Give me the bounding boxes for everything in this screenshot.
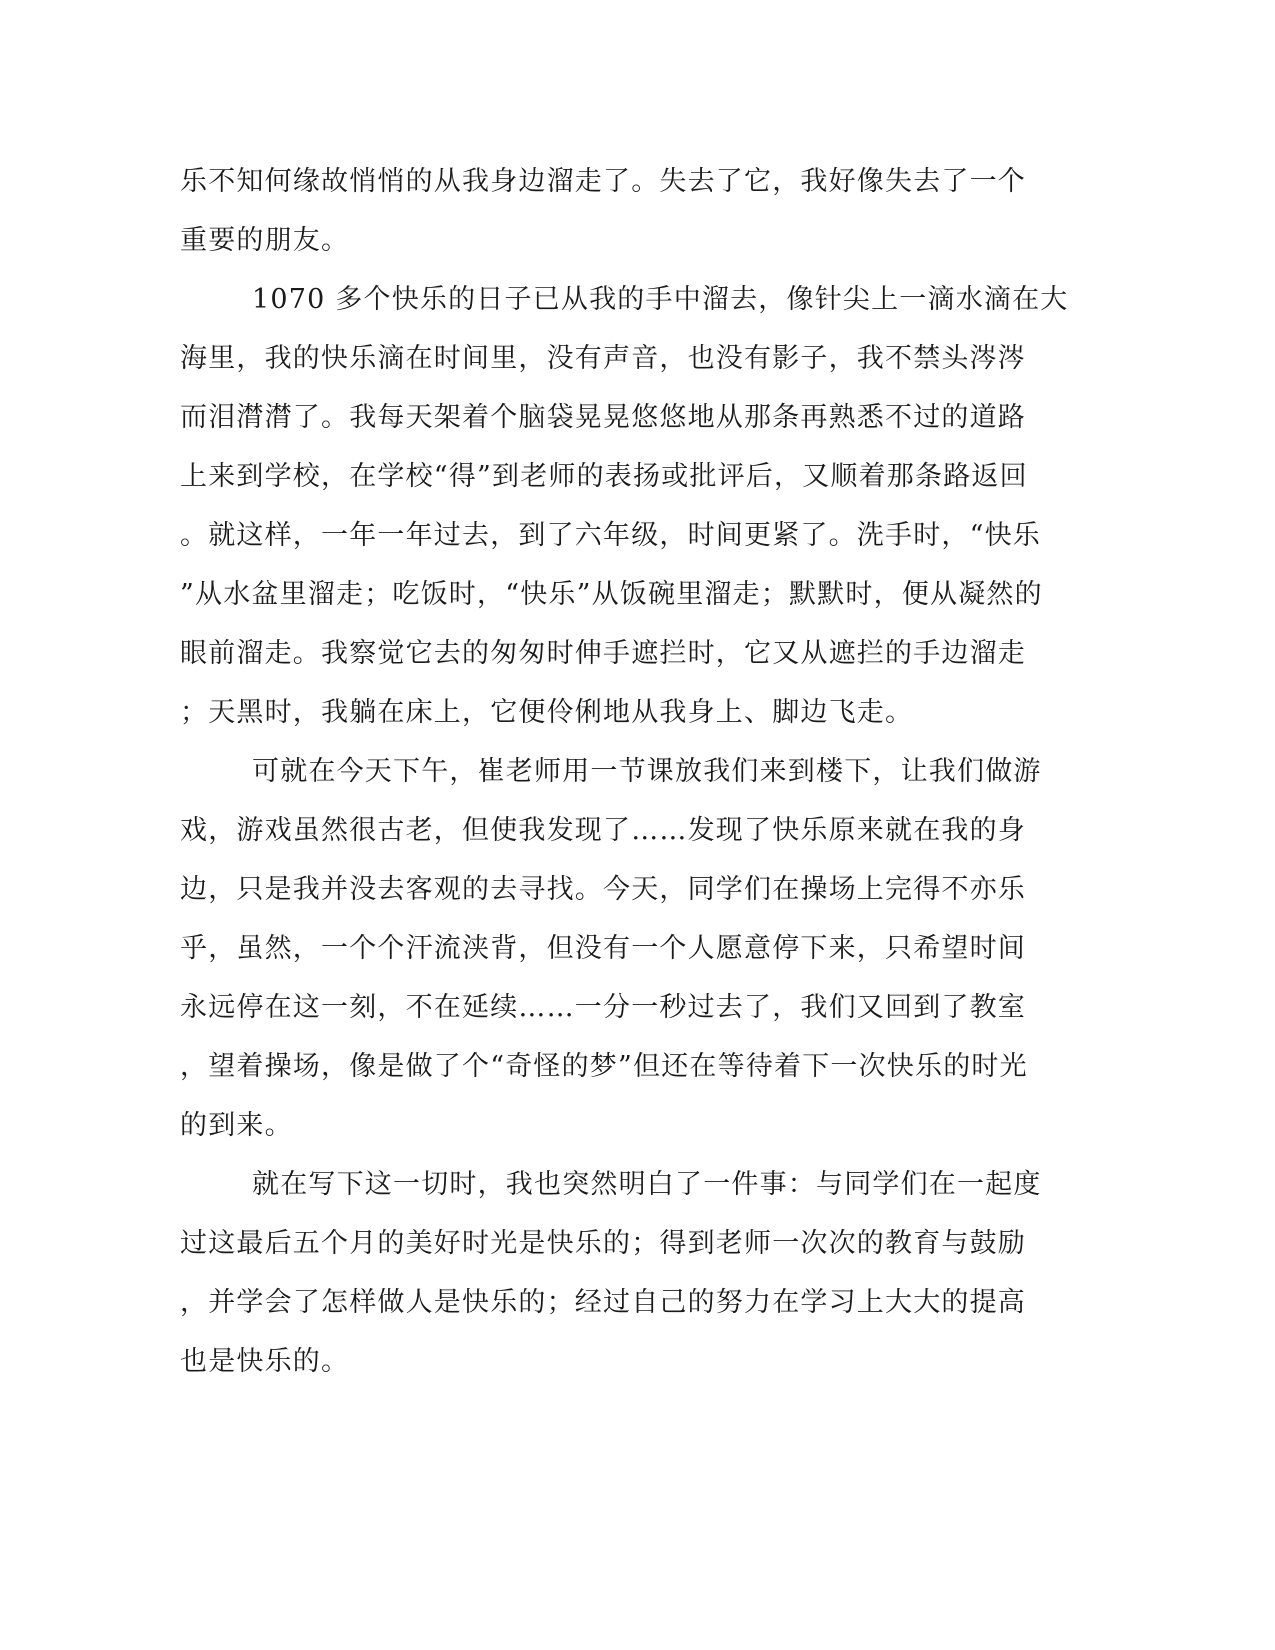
text-line: 海里，我的快乐滴在时间里，没有声音，也没有影子，我不禁头涔涔 bbox=[180, 343, 1026, 374]
paragraph-1 bbox=[180, 152, 1050, 270]
text-line: 边，只是我并没去客观的去寻找。今天，同学们在操场上完得不亦乐 bbox=[180, 874, 1026, 905]
text-line: 重要的朋友。 bbox=[180, 225, 350, 256]
text-line: 1070 多个快乐的日子已从我的手中溜去，像针尖上一滴水滴在大 bbox=[252, 284, 1069, 315]
text-line: 上来到学校，在学校“得”到老师的表扬或批评后，又顺着那条路返回 bbox=[180, 461, 1028, 492]
text-line: ，望着操场，像是做了个“奇怪的梦”但还在等待着下一次快乐的时光 bbox=[180, 1051, 1028, 1082]
text-line: 可就在今天下午，崔老师用一节课放我们来到楼下，让我们做游 bbox=[252, 756, 1042, 787]
text-line: 眼前溜走。我察觉它去的匆匆时伸手遮拦时，它又从遮拦的手边溜走 bbox=[180, 638, 1026, 669]
text-line: 也是快乐的。 bbox=[180, 1346, 350, 1377]
text-line: 乎，虽然，一个个汗流浃背，但没有一个人愿意停下来，只希望时间 bbox=[180, 933, 1026, 964]
text-line: 乐不知何缘故悄悄的从我身边溜走了。失去了它，我好像失去了一个 bbox=[180, 166, 1026, 197]
text-line: 就在写下这一切时，我也突然明白了一件事：与同学们在一起度 bbox=[252, 1169, 1042, 1200]
paragraph-2 bbox=[180, 270, 1069, 742]
text-line: ；天黑时，我躺在床上，它便伶俐地从我身上、脚边飞走。 bbox=[180, 697, 914, 728]
text-line: ”从水盆里溜走；吃饭时，“快乐”从饭碗里溜走；默默时，便从凝然的 bbox=[180, 579, 1043, 610]
text-line: 永远停在这一刻，不在延续……一分一秒过去了，我们又回到了教室 bbox=[180, 992, 1026, 1023]
text-line: 。就这样，一年一年过去，到了六年级，时间更紧了。洗手时，“快乐 bbox=[180, 520, 1042, 551]
text-line: 过这最后五个月的美好时光是快乐的；得到老师一次次的教育与鼓励 bbox=[180, 1228, 1026, 1259]
paragraph-3 bbox=[180, 742, 1050, 1155]
paragraph-4 bbox=[180, 1155, 1050, 1391]
text-line: ，并学会了怎样做人是快乐的；经过自己的努力在学习上大大的提高 bbox=[180, 1287, 1026, 1318]
text-line: 而泪潸潸了。我每天架着个脑袋晃晃悠悠地从那条再熟悉不过的道路 bbox=[180, 402, 1026, 433]
text-line: 的到来。 bbox=[180, 1110, 293, 1141]
document-body bbox=[180, 152, 1069, 1391]
text-line: 戏，游戏虽然很古老，但使我发现了……发现了快乐原来就在我的身 bbox=[180, 815, 1026, 846]
